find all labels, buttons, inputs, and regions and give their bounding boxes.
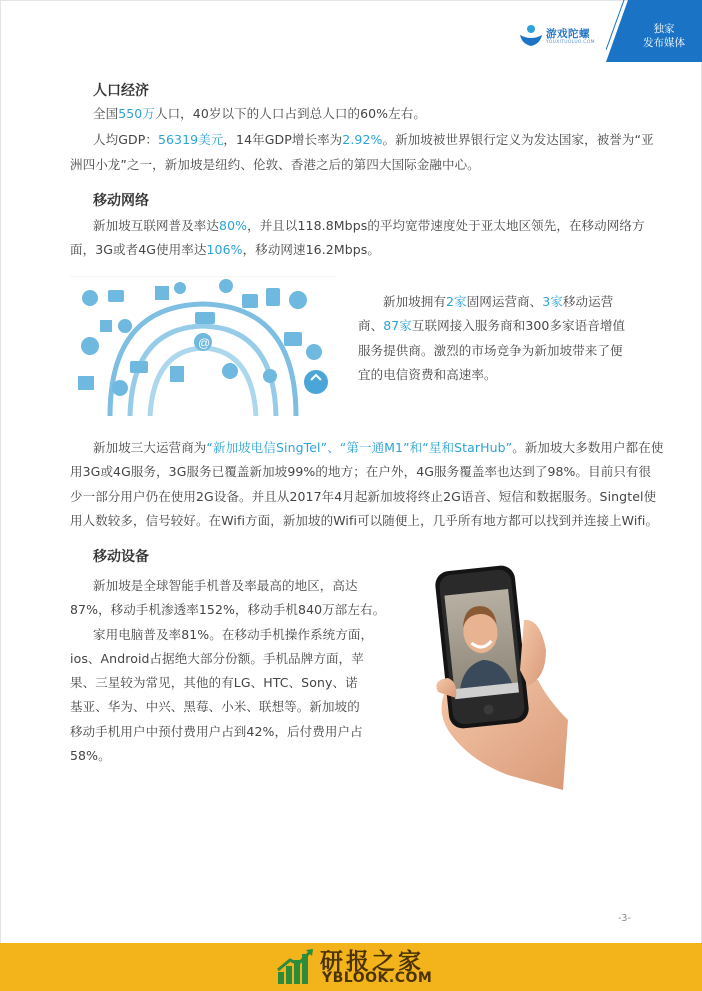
highlight-value: 550万 xyxy=(118,106,155,121)
text: 新加坡三大运营商为 xyxy=(93,440,207,455)
text: 全国 xyxy=(93,106,119,121)
network-side-line-1 xyxy=(383,290,613,314)
highlight-value: 2家 xyxy=(446,294,467,309)
text: 人均GDP： xyxy=(93,132,158,147)
network-side-line-3: 服务提供商。激烈的市场竞争为新加坡带来了便 xyxy=(358,343,623,358)
text: 互联网接入服务商和300多家语音增值 xyxy=(411,318,626,333)
text: 新加坡拥有 xyxy=(383,294,447,309)
text: 。新加坡大多数用户都在使 xyxy=(512,440,664,455)
devices-line-4: ios、Android占据绝大部分份额。手机品牌方面，苹 xyxy=(70,651,364,666)
devices-line-7: 移动手机用户中预付费用户占到42%，后付费用户占 xyxy=(70,724,363,739)
highlight-value: “新加坡电信SingTel”、“第一通M1”和“星和StarHub” xyxy=(206,440,513,455)
footer-title: 研报之家 xyxy=(320,949,424,975)
highlight-value: 87家 xyxy=(383,318,412,333)
brand-logo xyxy=(518,20,602,50)
text: 固网运营商、 xyxy=(466,294,543,309)
highlight-value: 80% xyxy=(219,218,248,233)
devices-line-5: 果、三星较为常见，其他的有LG、HTC、Sony、诺 xyxy=(70,675,358,690)
network-line-1 xyxy=(93,214,645,238)
logo-subtext: YOUXITUOLUO.COM xyxy=(546,40,595,45)
devices-line-8: 58%。 xyxy=(70,748,111,763)
highlight-value: 106% xyxy=(206,242,243,257)
devices-line-6: 基亚、华为、中兴、黑莓、小米、联想等。新加坡的 xyxy=(70,699,360,714)
text: 。新加坡被世界银行定义为发达国家，被誉为“亚 xyxy=(382,132,654,147)
population-line-3: 洲四小龙”之一，新加坡是纽约、伦敦、香港之后的第四大国际金融中心。 xyxy=(70,157,480,172)
text: ，并且以118.8Mbps的平均宽带速度处于亚太地区领先，在移动网络方 xyxy=(247,218,645,233)
text: 人口，40岁以下的人口占到总人口的60%左右。 xyxy=(154,106,426,121)
phone-in-hand-photo xyxy=(428,560,568,790)
network-icons-illustration xyxy=(70,276,336,416)
highlight-value: 56319美元 xyxy=(157,132,224,147)
operators-line-4: 用人数较多，信号较好。在Wifi方面，新加坡的Wifi可以随便上，几乎所有地方都可以找到并连接上Wifi。 xyxy=(70,513,659,528)
corner-line-1: 独家 xyxy=(653,23,675,35)
footer-url[interactable]: YBLOOK.COM xyxy=(322,970,433,986)
text: 新加坡互联网普及率达 xyxy=(93,218,220,233)
operators-line-2: 用3G或4G服务，3G服务已覆盖新加坡99%的地方；在户外，4G服务覆盖率也达到了98%。目前只有很 xyxy=(70,464,652,479)
population-line-1 xyxy=(93,102,426,126)
devices-line-1: 新加坡是全球智能手机普及率最高的地区，高达 xyxy=(93,578,358,593)
corner-line-2: 发布媒体 xyxy=(643,37,685,49)
highlight-value: 3家 xyxy=(542,294,563,309)
text: 面，3G或者4G使用率达 xyxy=(70,242,207,257)
logo-text: 游戏陀螺 xyxy=(546,28,590,40)
heading-devices: 移动设备 xyxy=(93,549,149,565)
population-line-2 xyxy=(93,128,654,152)
heading-population: 人口经济 xyxy=(93,83,149,99)
text: ，14年GDP增长率为 xyxy=(223,132,343,147)
svg-text:@: @ xyxy=(198,336,211,350)
network-side-line-2 xyxy=(358,314,625,338)
operators-line-3: 少一部分用户仍在使用2G设备。并且从2017年4月起新加坡将终止2G语音、短信和数据服务。Singtel使 xyxy=(70,489,657,504)
text: 商、 xyxy=(358,318,384,333)
network-line-2 xyxy=(70,238,380,262)
operators-line-1 xyxy=(93,436,663,460)
highlight-value: 2.92% xyxy=(342,132,383,147)
devices-line-2: 87%，移动手机渗透率152%，移动手机840万部左右。 xyxy=(70,602,386,617)
corner-badge-text xyxy=(634,22,694,50)
spinning-top-icon xyxy=(518,22,544,48)
network-side-line-4: 宜的电信资费和高速率。 xyxy=(358,367,497,382)
devices-line-3: 家用电脑普及率81%。在移动手机操作系统方面， xyxy=(93,627,374,642)
heading-network: 移动网络 xyxy=(93,193,149,209)
page-number: -3- xyxy=(618,913,631,924)
bar-chart-logo-icon xyxy=(276,946,316,986)
text: 移动运营 xyxy=(562,294,614,309)
text: ，移动网速16.2Mbps。 xyxy=(242,242,381,257)
